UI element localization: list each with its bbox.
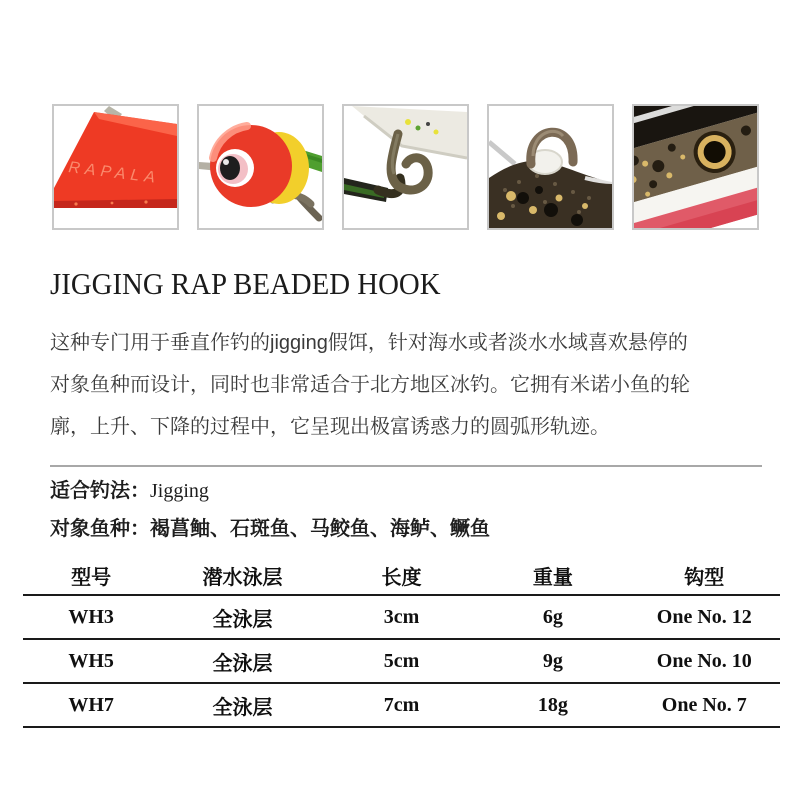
cell-length: 7cm [326,683,477,727]
fishing-method-label: 适合钓法： [50,480,150,502]
target-species-value: 褐菖鲉、石斑鱼、马鲛鱼、海鲈、鳜鱼 [150,518,490,540]
table-row [23,639,780,683]
header-hook-type: 钩型 [629,556,780,595]
description-line: 对象鱼种而设计，同时也非常适合于北方地区冰钓。它拥有米诺小鱼的轮 [50,374,690,396]
target-species-label: 对象鱼种： [50,518,150,540]
red-tail-fin-illustration [54,106,177,228]
description-line: 廓，上升、下降的过程中，它呈现出极富诱惑力的圆弧形轨迹。 [50,416,610,438]
cell-length: 5cm [326,639,477,683]
cell-model: WH3 [23,595,159,639]
header-model: 型号 [23,556,159,595]
fishing-method-line [50,472,490,510]
table-header-row [23,556,780,595]
line-tie-loop-illustration [489,106,612,228]
photo-line-tie-loop [487,104,614,230]
belly-clip-illustration [344,106,467,228]
cell-length: 3cm [326,595,477,639]
cell-model: WH7 [23,683,159,727]
section-divider [50,465,762,467]
cell-weight: 6g [477,595,628,639]
cell-weight: 18g [477,683,628,727]
cell-hook-type: One No. 7 [629,683,780,727]
page-title: JIGGING RAP BEADED HOOK [50,266,441,301]
header-swim-layer: 潜水泳层 [159,556,326,595]
cell-swim-layer: 全泳层 [159,595,326,639]
target-species-line [50,510,490,548]
fishing-method-value: Jigging [150,480,209,502]
fish-head-illustration [634,106,757,228]
product-photo-gallery [52,104,759,230]
photo-red-tail-fin [52,104,179,230]
model-spec-table [23,556,780,728]
photo-beaded-eye [197,104,324,230]
rapala-embossed-text: RAPALA [67,159,161,188]
description-line: 这种专门用于垂直作钓的jigging假饵，针对海水或者淡水水域喜欢悬停的 [50,332,688,354]
photo-belly-clip [342,104,469,230]
cell-weight: 9g [477,639,628,683]
cell-swim-layer: 全泳层 [159,639,326,683]
cell-swim-layer: 全泳层 [159,683,326,727]
beaded-eye-illustration [199,106,322,228]
cell-model: WH5 [23,639,159,683]
header-weight: 重量 [477,556,628,595]
table-row [23,683,780,727]
product-description [50,322,766,448]
photo-fish-head [632,104,759,230]
table-row [23,595,780,639]
header-length: 长度 [326,556,477,595]
cell-hook-type: One No. 12 [629,595,780,639]
cell-hook-type: One No. 10 [629,639,780,683]
spec-lines [50,472,490,548]
